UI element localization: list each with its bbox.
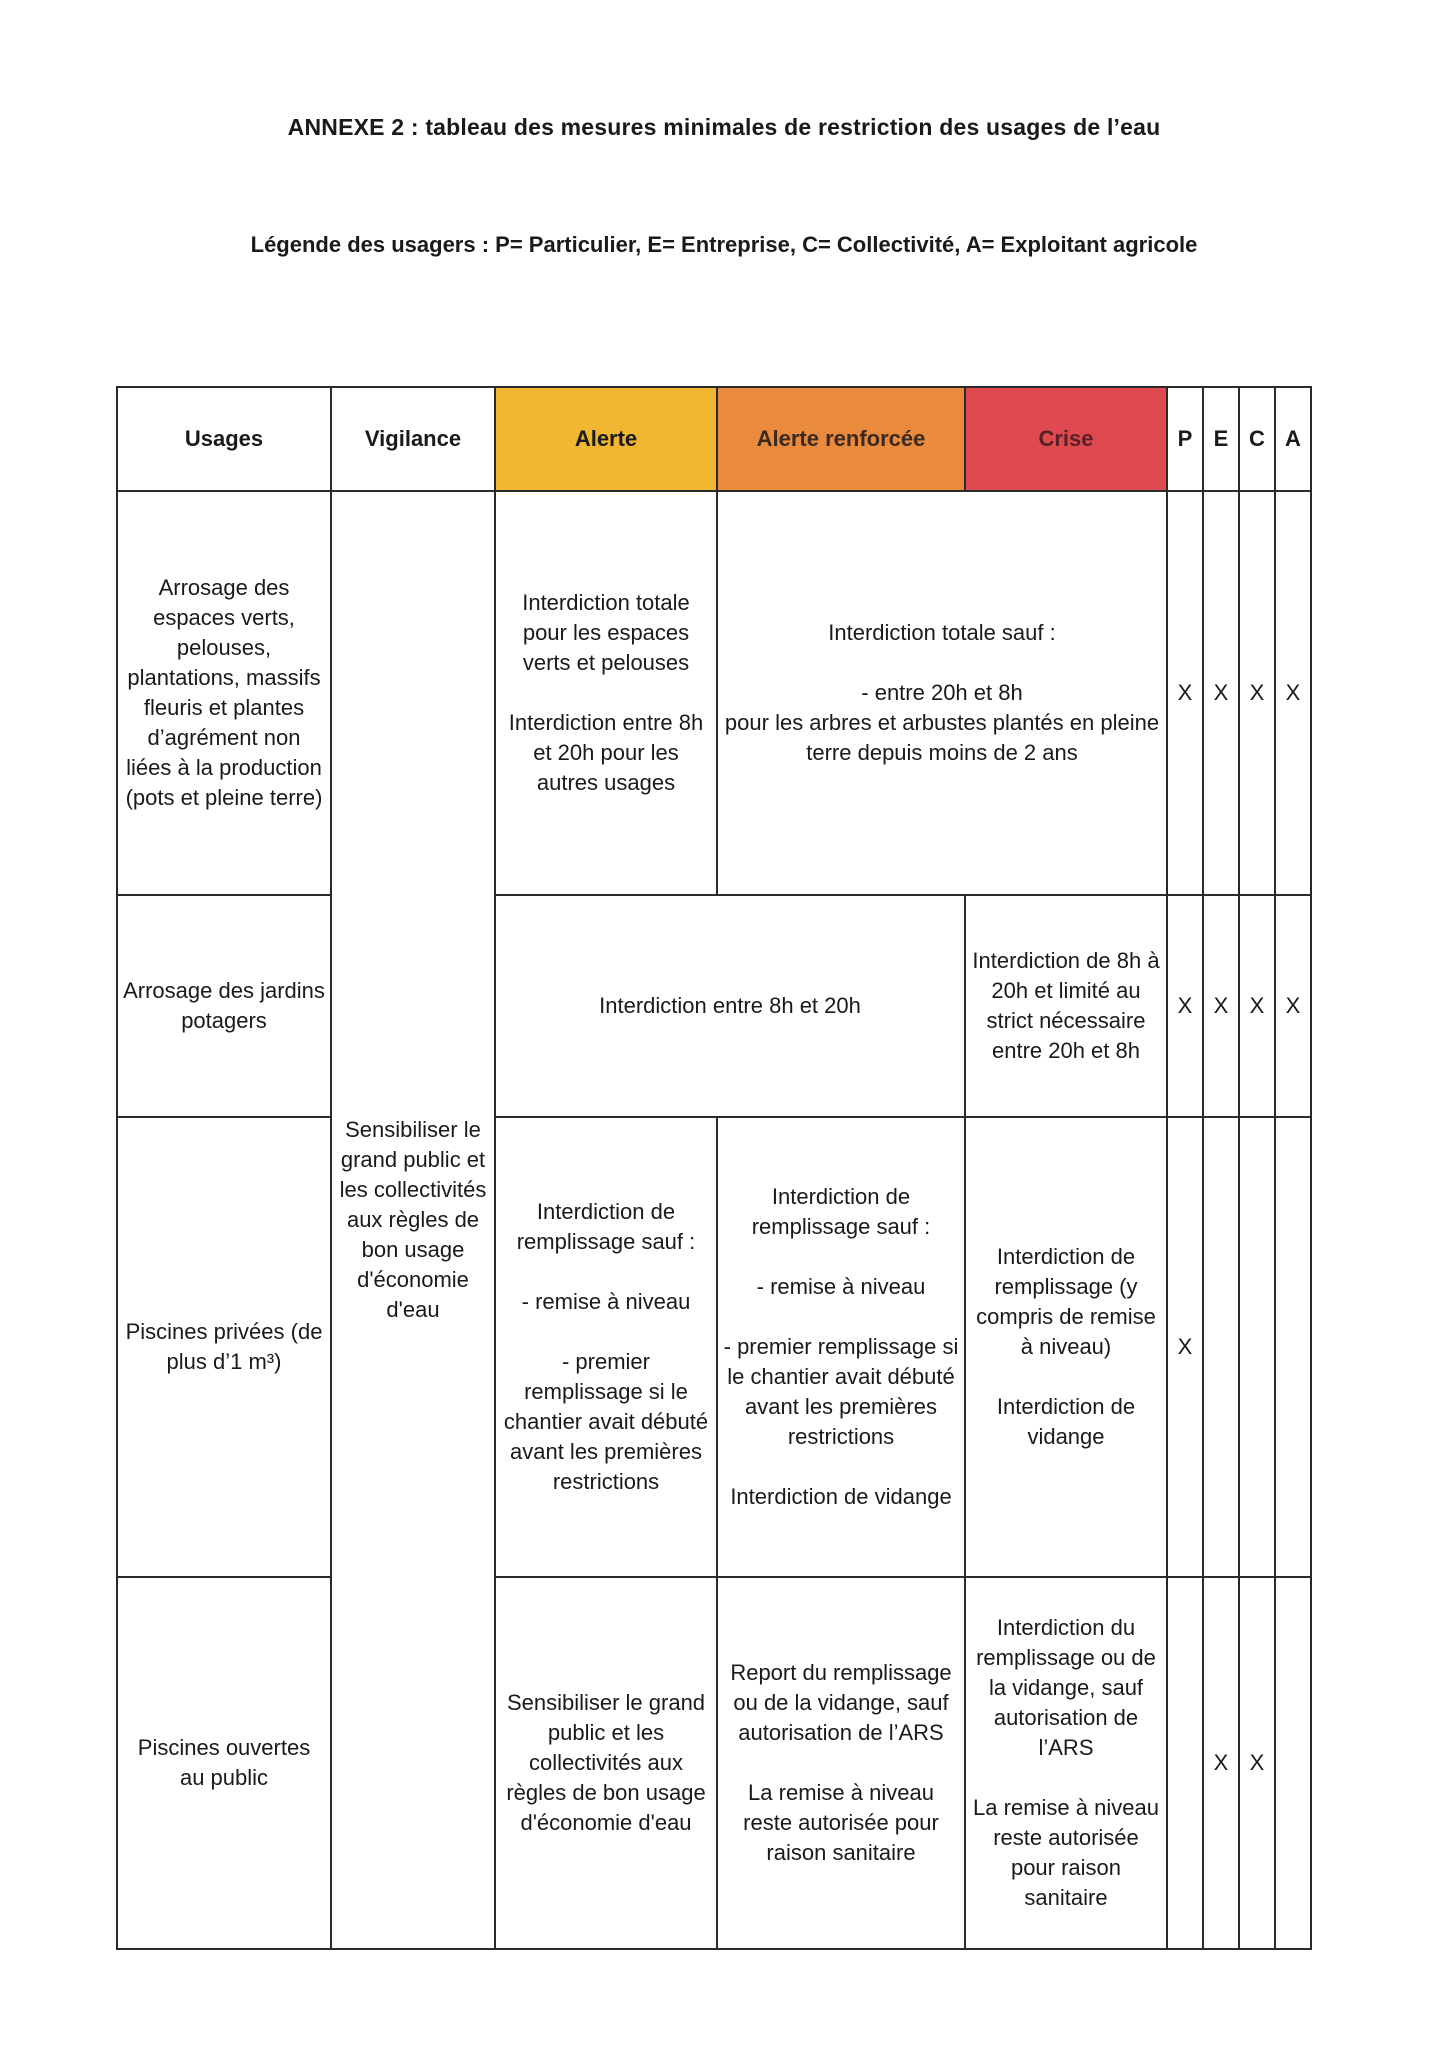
crise-text: Interdiction de vidange bbox=[996, 1394, 1136, 1449]
usage-cell: Arrosage des jardins potagers bbox=[117, 895, 331, 1117]
header-e: E bbox=[1203, 387, 1239, 491]
flag-a bbox=[1275, 1577, 1311, 1949]
renforcee-crise-cell bbox=[717, 491, 1167, 895]
flag-c bbox=[1239, 1117, 1275, 1577]
crise-text: Interdiction de remplissage (y compris de remise à niveau) bbox=[976, 1244, 1156, 1359]
measure-text: - entre 20h et 8h bbox=[861, 680, 1023, 705]
flag-a bbox=[1275, 1117, 1311, 1577]
alerte-text: - premier remplissage si le chantier avait débuté avant les premières restrictions bbox=[503, 1349, 709, 1494]
crise-cell bbox=[965, 1117, 1167, 1577]
flag-p: X bbox=[1167, 491, 1203, 895]
flag-p bbox=[1167, 1577, 1203, 1949]
alerte-cell: Sensibiliser le grand public et les collectivités aux règles de bon usage d'économie d'eau bbox=[495, 1577, 717, 1949]
header-row bbox=[117, 387, 1311, 491]
crise-text: La remise à niveau reste autorisée pour raison sanitaire bbox=[973, 1795, 1159, 1910]
alerte-text: Interdiction totale pour les espaces verts et pelouses bbox=[522, 590, 690, 675]
flag-c: X bbox=[1239, 1577, 1275, 1949]
restriction-table bbox=[116, 386, 1312, 1950]
renforcee-cell bbox=[717, 1117, 965, 1577]
header-p: P bbox=[1167, 387, 1203, 491]
table-row bbox=[117, 1117, 1311, 1577]
renforcee-text: La remise à niveau reste autorisée pour raison sanitaire bbox=[743, 1780, 939, 1865]
flag-a: X bbox=[1275, 491, 1311, 895]
table-row bbox=[117, 1577, 1311, 1949]
header-vigilance: Vigilance bbox=[331, 387, 495, 491]
crise-cell: Interdiction de 8h à 20h et limité au strict nécessaire entre 20h et 8h bbox=[965, 895, 1167, 1117]
alerte-text: Interdiction de remplissage sauf : bbox=[516, 1199, 696, 1254]
page-title: ANNEXE 2 : tableau des mesures minimales de restriction des usages de l’eau bbox=[287, 114, 1161, 140]
flag-p: X bbox=[1167, 895, 1203, 1117]
alerte-cell bbox=[495, 1117, 717, 1577]
header-alerte: Alerte bbox=[495, 387, 717, 491]
header-usages: Usages bbox=[117, 387, 331, 491]
usage-cell: Piscines ouvertes au public bbox=[117, 1577, 331, 1949]
legend-text: Légende des usagers : P= Particulier, E= Entreprise, C= Collectivité, A= Exploitant agricole bbox=[250, 232, 1198, 257]
measure-text: pour les arbres et arbustes plantés en pleine terre depuis moins de 2 ans bbox=[724, 710, 1160, 765]
flag-e: X bbox=[1203, 1577, 1239, 1949]
crise-text: Interdiction du remplissage ou de la vidange, sauf autorisation de l’ARS bbox=[976, 1615, 1156, 1760]
header-crise: Crise bbox=[965, 387, 1167, 491]
alerte-cell bbox=[495, 491, 717, 895]
crise-cell bbox=[965, 1577, 1167, 1949]
flag-e: X bbox=[1203, 491, 1239, 895]
header-alerte-renforcee: Alerte renforcée bbox=[717, 387, 965, 491]
flag-c: X bbox=[1239, 895, 1275, 1117]
renforcee-text: Interdiction de vidange bbox=[730, 1484, 952, 1509]
flag-p: X bbox=[1167, 1117, 1203, 1577]
renforcee-text: - premier remplissage si le chantier avait débuté avant les premières restrictions bbox=[723, 1334, 959, 1449]
usage-cell: Arrosage des espaces verts, pelouses, plantations, massifs fleuris et plantes d’agrément non liées à la production (pots et pleine terre) bbox=[117, 491, 331, 895]
alerte-renforcee-cell: Interdiction entre 8h et 20h bbox=[495, 895, 965, 1117]
alerte-text: - remise à niveau bbox=[521, 1289, 691, 1314]
table-row bbox=[117, 895, 1311, 1117]
renforcee-text: Report du remplissage ou de la vidange, sauf autorisation de l’ARS bbox=[730, 1660, 952, 1745]
vigilance-cell: Sensibiliser le grand public et les collectivités aux règles de bon usage d'économie d'eau bbox=[331, 491, 495, 1949]
measure-text: Interdiction totale sauf : bbox=[828, 620, 1056, 645]
flag-a: X bbox=[1275, 895, 1311, 1117]
header-c: C bbox=[1239, 387, 1275, 491]
table-row bbox=[117, 491, 1311, 895]
renforcee-text: - remise à niveau bbox=[756, 1274, 926, 1299]
renforcee-cell bbox=[717, 1577, 965, 1949]
header-a: A bbox=[1275, 387, 1311, 491]
renforcee-text: Interdiction de remplissage sauf : bbox=[751, 1184, 931, 1239]
usage-cell: Piscines privées (de plus d’1 m³) bbox=[117, 1117, 331, 1577]
flag-c: X bbox=[1239, 491, 1275, 895]
flag-e bbox=[1203, 1117, 1239, 1577]
flag-e: X bbox=[1203, 895, 1239, 1117]
alerte-text: Interdiction entre 8h et 20h pour les autres usages bbox=[508, 710, 704, 795]
